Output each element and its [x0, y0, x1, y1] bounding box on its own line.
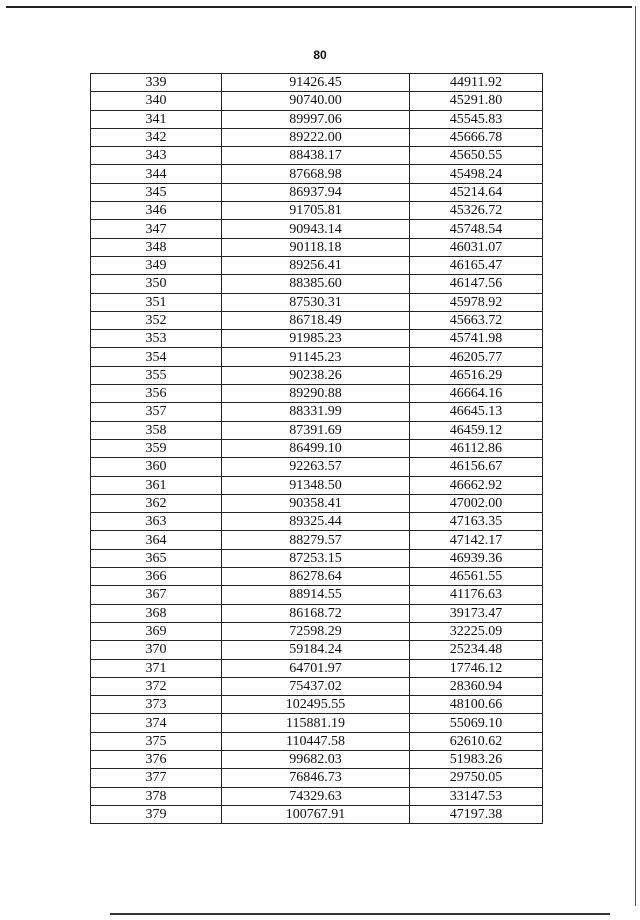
table-row: [91, 696, 543, 714]
y-value-cell: 45741.98: [410, 330, 543, 348]
y-value-cell: 46147.56: [410, 275, 543, 293]
table-row: [91, 513, 543, 531]
y-value-cell: 55069.10: [410, 714, 543, 732]
x-value-cell: 87391.69: [222, 421, 410, 439]
scan-bottom-edge: [110, 913, 610, 915]
point-number-cell: 372: [91, 677, 222, 695]
point-number-cell: 363: [91, 513, 222, 531]
point-number-cell: 377: [91, 769, 222, 787]
y-value-cell: 28360.94: [410, 677, 543, 695]
table-row: [91, 92, 543, 110]
y-value-cell: 62610.62: [410, 732, 543, 750]
point-number-cell: 362: [91, 494, 222, 512]
y-value-cell: 46459.12: [410, 421, 543, 439]
point-number-cell: 370: [91, 641, 222, 659]
scan-right-edge: [635, 6, 636, 906]
table-row: [91, 238, 543, 256]
x-value-cell: 99682.03: [222, 750, 410, 768]
y-value-cell: 29750.05: [410, 769, 543, 787]
point-number-cell: 345: [91, 183, 222, 201]
point-number-cell: 367: [91, 586, 222, 604]
y-value-cell: 45978.92: [410, 293, 543, 311]
y-value-cell: 25234.48: [410, 641, 543, 659]
y-value-cell: 47142.17: [410, 531, 543, 549]
y-value-cell: 46156.67: [410, 458, 543, 476]
y-value-cell: 41176.63: [410, 586, 543, 604]
scan-top-edge: [6, 6, 632, 8]
point-number-cell: 359: [91, 439, 222, 457]
y-value-cell: 46165.47: [410, 256, 543, 274]
y-value-cell: 46939.36: [410, 549, 543, 567]
x-value-cell: 110447.58: [222, 732, 410, 750]
point-number-cell: 350: [91, 275, 222, 293]
table-row: [91, 220, 543, 238]
table-row: [91, 750, 543, 768]
x-value-cell: 91145.23: [222, 348, 410, 366]
point-number-cell: 358: [91, 421, 222, 439]
point-number-cell: 361: [91, 476, 222, 494]
table-row: [91, 202, 543, 220]
x-value-cell: 89222.00: [222, 128, 410, 146]
x-value-cell: 88438.17: [222, 147, 410, 165]
y-value-cell: 45545.83: [410, 110, 543, 128]
x-value-cell: 87530.31: [222, 293, 410, 311]
table-row: [91, 714, 543, 732]
x-value-cell: 115881.19: [222, 714, 410, 732]
x-value-cell: 91426.45: [222, 74, 410, 92]
x-value-cell: 87668.98: [222, 165, 410, 183]
table-row: [91, 659, 543, 677]
x-value-cell: 87253.15: [222, 549, 410, 567]
x-value-cell: 92263.57: [222, 458, 410, 476]
point-number-cell: 371: [91, 659, 222, 677]
table-row: [91, 732, 543, 750]
x-value-cell: 86278.64: [222, 568, 410, 586]
y-value-cell: 46205.77: [410, 348, 543, 366]
table-row: [91, 586, 543, 604]
table-row: [91, 677, 543, 695]
point-number-cell: 360: [91, 458, 222, 476]
y-value-cell: 17746.12: [410, 659, 543, 677]
y-value-cell: 45498.24: [410, 165, 543, 183]
y-value-cell: 45291.80: [410, 92, 543, 110]
y-value-cell: 46516.29: [410, 366, 543, 384]
y-value-cell: 47197.38: [410, 805, 543, 823]
x-value-cell: 72598.29: [222, 622, 410, 640]
y-value-cell: 45650.55: [410, 147, 543, 165]
x-value-cell: 88331.99: [222, 403, 410, 421]
y-value-cell: 47002.00: [410, 494, 543, 512]
point-number-cell: 342: [91, 128, 222, 146]
table-row: [91, 348, 543, 366]
table-row: [91, 476, 543, 494]
point-number-cell: 353: [91, 330, 222, 348]
x-value-cell: 88914.55: [222, 586, 410, 604]
y-value-cell: 46662.92: [410, 476, 543, 494]
point-number-cell: 369: [91, 622, 222, 640]
point-number-cell: 366: [91, 568, 222, 586]
x-value-cell: 90943.14: [222, 220, 410, 238]
x-value-cell: 86937.94: [222, 183, 410, 201]
x-value-cell: 90238.26: [222, 366, 410, 384]
y-value-cell: 44911.92: [410, 74, 543, 92]
table-row: [91, 256, 543, 274]
y-value-cell: 46031.07: [410, 238, 543, 256]
point-number-cell: 352: [91, 311, 222, 329]
x-value-cell: 91985.23: [222, 330, 410, 348]
point-number-cell: 351: [91, 293, 222, 311]
table-row: [91, 787, 543, 805]
table-row: [91, 769, 543, 787]
y-value-cell: 46112.86: [410, 439, 543, 457]
x-value-cell: 75437.02: [222, 677, 410, 695]
x-value-cell: 86168.72: [222, 604, 410, 622]
table-row: [91, 183, 543, 201]
table-row: [91, 385, 543, 403]
x-value-cell: 100767.91: [222, 805, 410, 823]
page-number: 80: [313, 48, 327, 62]
table-row: [91, 494, 543, 512]
x-value-cell: 64701.97: [222, 659, 410, 677]
x-value-cell: 90740.00: [222, 92, 410, 110]
point-number-cell: 375: [91, 732, 222, 750]
point-number-cell: 374: [91, 714, 222, 732]
point-number-cell: 344: [91, 165, 222, 183]
point-number-cell: 365: [91, 549, 222, 567]
table-row: [91, 330, 543, 348]
point-number-cell: 373: [91, 696, 222, 714]
point-number-cell: 355: [91, 366, 222, 384]
table-row: [91, 165, 543, 183]
x-value-cell: 76846.73: [222, 769, 410, 787]
x-value-cell: 91348.50: [222, 476, 410, 494]
table-row: [91, 549, 543, 567]
x-value-cell: 89997.06: [222, 110, 410, 128]
table-row: [91, 128, 543, 146]
table-row: [91, 622, 543, 640]
y-value-cell: 46561.55: [410, 568, 543, 586]
point-number-cell: 376: [91, 750, 222, 768]
point-number-cell: 354: [91, 348, 222, 366]
point-number-cell: 347: [91, 220, 222, 238]
point-number-cell: 379: [91, 805, 222, 823]
x-value-cell: 89256.41: [222, 256, 410, 274]
y-value-cell: 46664.16: [410, 385, 543, 403]
point-number-cell: 356: [91, 385, 222, 403]
table-row: [91, 293, 543, 311]
table-row: [91, 311, 543, 329]
point-number-cell: 348: [91, 238, 222, 256]
y-value-cell: 45666.78: [410, 128, 543, 146]
x-value-cell: 90118.18: [222, 238, 410, 256]
point-number-cell: 368: [91, 604, 222, 622]
point-number-cell: 378: [91, 787, 222, 805]
table-body: [91, 74, 543, 824]
table-row: [91, 110, 543, 128]
y-value-cell: 48100.66: [410, 696, 543, 714]
x-value-cell: 102495.55: [222, 696, 410, 714]
table-row: [91, 147, 543, 165]
y-value-cell: 45214.64: [410, 183, 543, 201]
x-value-cell: 88279.57: [222, 531, 410, 549]
y-value-cell: 45748.54: [410, 220, 543, 238]
point-number-cell: 339: [91, 74, 222, 92]
table-row: [91, 403, 543, 421]
table-row: [91, 74, 543, 92]
table-row: [91, 275, 543, 293]
y-value-cell: 45663.72: [410, 311, 543, 329]
y-value-cell: 45326.72: [410, 202, 543, 220]
y-value-cell: 33147.53: [410, 787, 543, 805]
table-row: [91, 805, 543, 823]
x-value-cell: 89290.88: [222, 385, 410, 403]
x-value-cell: 89325.44: [222, 513, 410, 531]
x-value-cell: 90358.41: [222, 494, 410, 512]
table-row: [91, 568, 543, 586]
x-value-cell: 88385.60: [222, 275, 410, 293]
table-row: [91, 458, 543, 476]
point-number-cell: 346: [91, 202, 222, 220]
point-number-cell: 340: [91, 92, 222, 110]
y-value-cell: 46645.13: [410, 403, 543, 421]
x-value-cell: 74329.63: [222, 787, 410, 805]
x-value-cell: 91705.81: [222, 202, 410, 220]
table-row: [91, 641, 543, 659]
table-row: [91, 366, 543, 384]
table-row: [91, 439, 543, 457]
table-row: [91, 604, 543, 622]
point-number-cell: 343: [91, 147, 222, 165]
coordinate-table: [90, 73, 543, 824]
y-value-cell: 32225.09: [410, 622, 543, 640]
x-value-cell: 86718.49: [222, 311, 410, 329]
table-row: [91, 531, 543, 549]
point-number-cell: 364: [91, 531, 222, 549]
y-value-cell: 39173.47: [410, 604, 543, 622]
table-row: [91, 421, 543, 439]
point-number-cell: 341: [91, 110, 222, 128]
y-value-cell: 47163.35: [410, 513, 543, 531]
point-number-cell: 357: [91, 403, 222, 421]
x-value-cell: 59184.24: [222, 641, 410, 659]
y-value-cell: 51983.26: [410, 750, 543, 768]
point-number-cell: 349: [91, 256, 222, 274]
x-value-cell: 86499.10: [222, 439, 410, 457]
